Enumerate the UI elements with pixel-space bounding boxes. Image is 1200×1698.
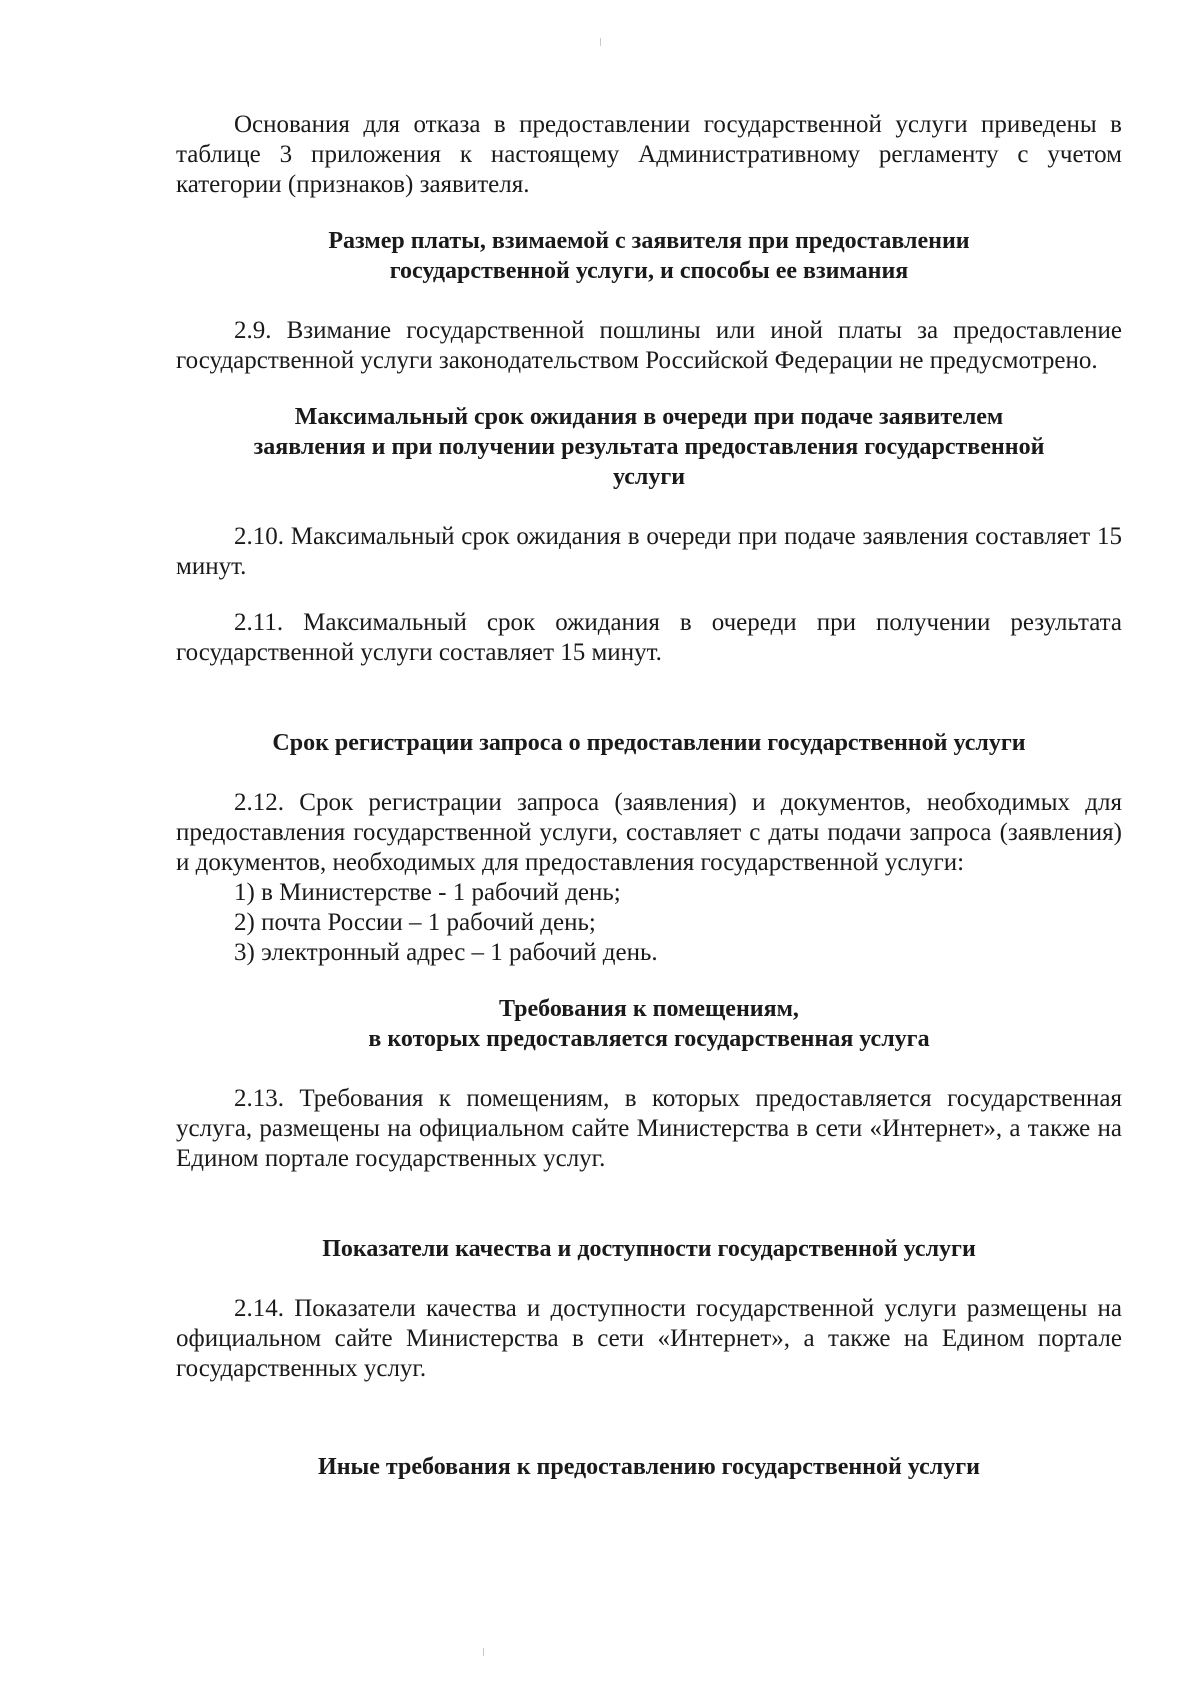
list-item: 1) в Министерстве - 1 рабочий день;: [234, 879, 621, 906]
paragraph-2-11: 2.11. Максимальный срок ожидания в очереди при получении результата государственной услуги составляет 15 минут.: [176, 609, 1122, 666]
heading-line: Показатели качества и доступности государственной услуги: [322, 1236, 976, 1262]
heading-line: услуги: [612, 464, 686, 490]
section-heading-registration: [176, 728, 1122, 758]
heading-line: государственной услуги, и способы ее взимания: [389, 258, 909, 284]
scan-mark-top: [600, 38, 601, 46]
heading-line: Срок регистрации запроса о предоставлении государственной услуги: [272, 730, 1026, 756]
intro-paragraph: Основания для отказа в предоставлении государственной услуги приведены в таблице 3 приложения к настоящему Административному регламенту с учетом категории (признаков) заявителя.: [176, 111, 1122, 198]
document-body: [176, 110, 1122, 1482]
heading-line: в которых предоставляется государственная услуга: [368, 1026, 930, 1052]
section-heading-premises: [176, 994, 1122, 1054]
heading-line: Размер платы, взимаемой с заявителя при предоставлении: [328, 228, 970, 254]
paragraph-2-10: 2.10. Максимальный срок ожидания в очереди при подаче заявления составляет 15 минут.: [176, 523, 1122, 580]
paragraph-2-14: 2.14. Показатели качества и доступности государственной услуги размещены на официальном сайте Министерства в сети «Интернет», а также на Едином портале государственных услуг.: [176, 1295, 1122, 1382]
section-heading-other-requirements: [176, 1452, 1122, 1482]
paragraph-2-13: 2.13. Требования к помещениям, в которых предоставляется государственная услуга, размещены на официальном сайте Министерства в сети «Интернет», а также на Едином портале государственных услуг.: [176, 1085, 1122, 1172]
heading-line: заявления и при получении результата предоставления государственной: [253, 434, 1045, 460]
heading-line: Иные требования к предоставлению государственной услуги: [318, 1454, 980, 1480]
heading-line: Требования к помещениям,: [499, 996, 799, 1022]
section-heading-quality: [176, 1234, 1122, 1264]
list-item: 3) электронный адрес – 1 рабочий день.: [234, 939, 658, 966]
list-item: 2) почта России – 1 рабочий день;: [234, 909, 596, 936]
heading-line: Максимальный срок ожидания в очереди при подаче заявителем: [294, 404, 1004, 430]
scan-mark-bottom: [483, 1648, 484, 1656]
paragraph-2-12: 2.12. Срок регистрации запроса (заявления) и документов, необходимых для предоставления государственной услуги, составляет с даты подачи запроса (заявления) и документов, необходимых для предоставления государственной услуги:: [176, 789, 1122, 876]
section-heading-fee: [176, 226, 1122, 286]
paragraph-2-9: 2.9. Взимание государственной пошлины или иной платы за предоставление государственной услуги законодательством Российской Федерации не предусмотрено.: [176, 317, 1122, 374]
section-heading-queue-time: [176, 402, 1122, 492]
